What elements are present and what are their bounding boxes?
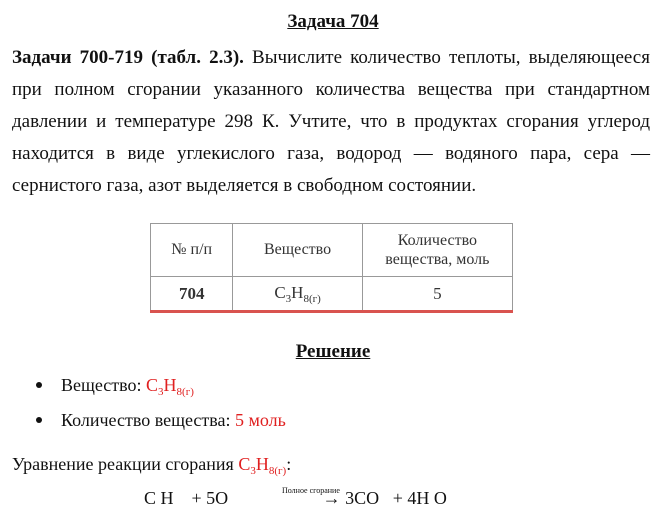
formula-sub2: 8(г): [303, 292, 321, 305]
cell-amount: 5: [362, 277, 512, 312]
equation-substance: $C_3H_{8(г)}$: [238, 454, 287, 477]
substance-value: $C_3H_{8(г)}$: [146, 375, 194, 398]
solution-title: Решение: [295, 341, 371, 362]
cell-number: 704: [151, 277, 233, 312]
arrow-label: Полное сгорание: [282, 486, 340, 495]
formula-sub1: 3: [285, 292, 292, 305]
equation-label: Уравнение реакции сгорания: [12, 454, 239, 474]
equation-heading: Уравнение реакции сгорания $C_3H_{8(г)}$:: [12, 454, 292, 477]
data-table: [150, 223, 513, 313]
header-number: № п/п: [151, 224, 233, 277]
page-title: Задача 704: [287, 11, 379, 32]
cell-substance: [233, 277, 362, 312]
substance-label: Вещество:: [61, 375, 147, 395]
bullet-substance: [36, 375, 194, 398]
amount-value: 5 моль: [235, 410, 286, 430]
header-substance: Вещество: [233, 224, 362, 277]
amount-label: Количество вещества:: [61, 410, 235, 430]
bullet-dot-icon: [36, 417, 42, 423]
formula-h: H: [291, 282, 304, 302]
table-header-row: [151, 224, 513, 277]
bullet-amount: [36, 410, 286, 431]
table-row: [151, 277, 513, 312]
header-amount: Количество вещества, моль: [362, 224, 512, 277]
bullet-dot-icon: [36, 382, 42, 388]
problem-text: Вычислите количество теплоты, выделяющееся при полном сгорании указанного количества вещества при стандартном давлении и температуре 298 К. Учтите, что в продуктах сгорания углерод находится в виде углекислого газа, водород — водяного пара, сера — сернистого газа, азот выделяется в свободном состоянии.: [12, 47, 650, 196]
reaction-equation: C H + 5O → 3CO + 4H O: [144, 488, 447, 508]
problem-lead: Задачи 700-719 (табл. 2.3).: [12, 47, 244, 68]
formula-c: C: [274, 282, 286, 302]
problem-statement: [12, 42, 650, 202]
